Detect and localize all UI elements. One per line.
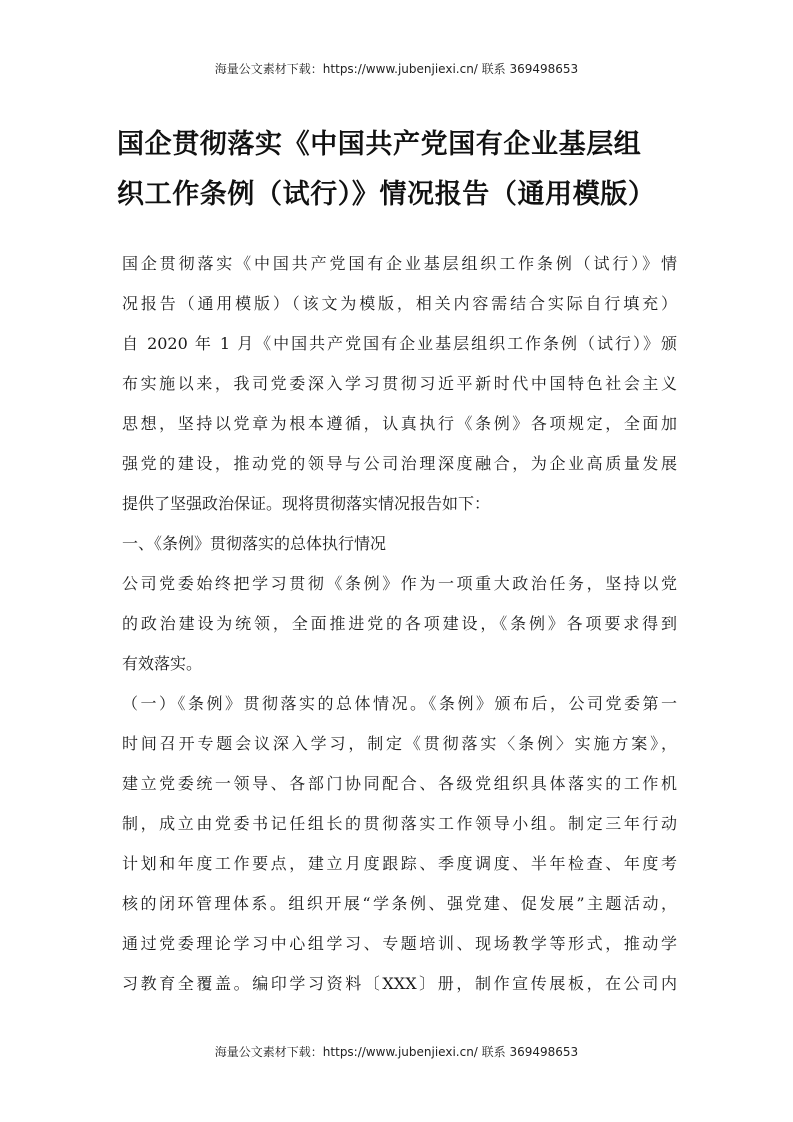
text-line: 计划和年度工作要点，建立月度跟踪、季度调度、半年检查、年度考	[122, 854, 677, 873]
text-line: 提供了坚强政治保证。现将贯彻落实情况报告如下：	[122, 494, 491, 513]
text-line: 制，成立由党委书记任组长的贯彻落实工作领导小组。制定三年行动	[122, 814, 677, 833]
text-line: 时间召开专题会议深入学习，制定《贯彻落实〈条例〉实施方案》，	[122, 734, 677, 753]
paragraph	[122, 684, 677, 1004]
text-line: 的政治建设为统领，全面推进党的各项建设，《条例》各项要求得到	[122, 614, 677, 633]
paragraph	[122, 244, 677, 324]
text-line: 强党的建设，推动党的领导与公司治理深度融合，为企业高质量发展	[122, 454, 677, 473]
paragraph	[122, 564, 677, 684]
text-line: 通过党委理论学习中心组学习、专题培训、现场教学等形式，推动学	[122, 934, 677, 953]
section-heading	[122, 524, 677, 564]
text-line: 布实施以来，我司党委深入学习贯彻习近平新时代中国特色社会主义	[122, 374, 677, 393]
text-line: 自 2020 年 1 月《中国共产党国有企业基层组织工作条例（试行）》颁	[122, 334, 677, 353]
page-footer	[0, 1043, 793, 1060]
header-text: 海量公文素材下载：https://www.jubenjiexi.cn/ 联系 369498653	[214, 62, 579, 76]
text-line: （一）《条例》贯彻落实的总体情况。《条例》颁布后，公司党委第一	[122, 694, 677, 713]
text-line: 核的闭环管理体系。组织开展“学条例、强党建、促发展”主题活动，	[122, 894, 677, 913]
title-line: 织工作条例（试行）》情况报告（通用模版）	[117, 179, 656, 210]
text-line: 公司党委始终把学习贯彻《条例》作为一项重大政治任务，坚持以党	[122, 574, 677, 593]
document-body	[122, 244, 677, 1004]
text-line: 有效落实。	[122, 654, 203, 673]
footer-text: 海量公文素材下载：https://www.jubenjiexi.cn/ 联系 369498653	[214, 1045, 579, 1059]
text-line: 建立党委统一领导、各部门协同配合、各级党组织具体落实的工作机	[122, 774, 677, 793]
text-line: 国企贯彻落实《中国共产党国有企业基层组织工作条例（试行）》情	[122, 254, 677, 273]
title-line: 国企贯彻落实《中国共产党国有企业基层组	[117, 129, 642, 160]
text-line: 况报告（通用模版）（该文为模版，相关内容需结合实际自行填充）	[122, 294, 677, 313]
text-line: 思想，坚持以党章为根本遵循，认真执行《条例》各项规定，全面加	[122, 414, 677, 433]
paragraph	[122, 324, 677, 524]
page-header	[0, 60, 793, 77]
text-line: 习教育全覆盖。编印学习资料〔XXX〕册，制作宣传展板，在公司内	[122, 974, 677, 993]
text-line: 一、《条例》贯彻落实的总体执行情况	[122, 534, 387, 553]
document-title	[117, 120, 677, 220]
